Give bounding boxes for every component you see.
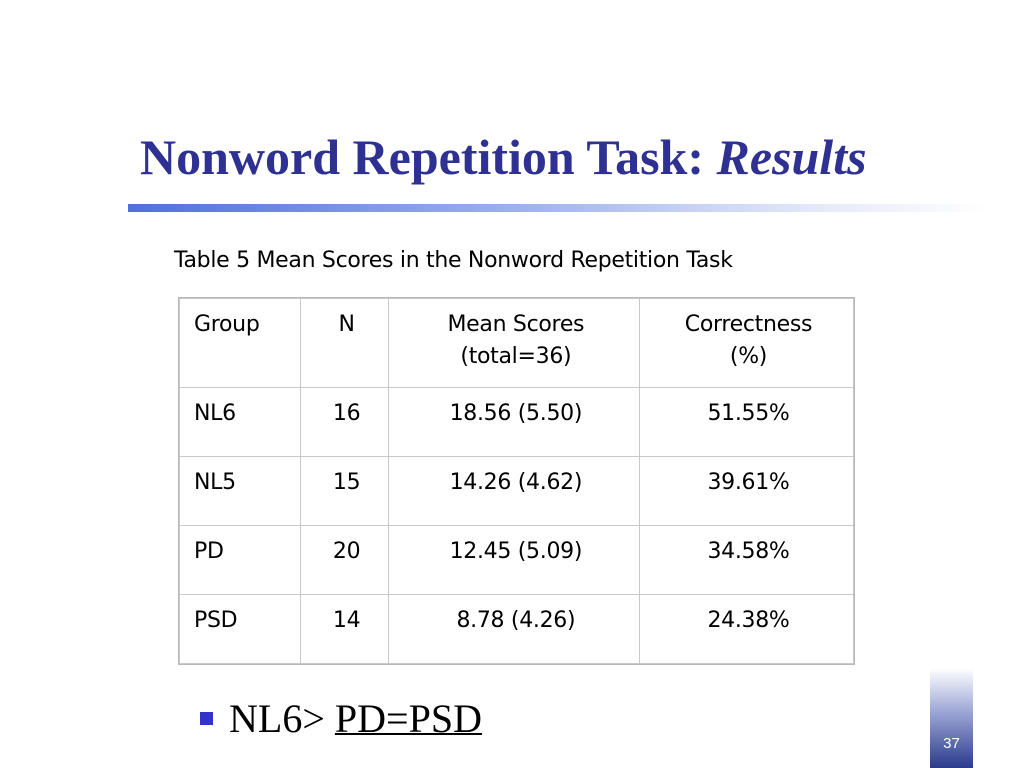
bullet-prefix: NL6> (229, 696, 335, 741)
cell-correctness: 34.58% (640, 526, 854, 595)
header-n: N (301, 299, 388, 388)
table-row (180, 457, 854, 526)
header-group: Group (180, 299, 301, 388)
bullet-item (200, 695, 482, 742)
header-correctness (640, 299, 854, 388)
bullet-underlined-text: PD=PSD (334, 696, 482, 741)
table-header-row (180, 299, 854, 388)
square-bullet-icon (200, 712, 213, 725)
cell-correctness: 24.38% (640, 595, 854, 664)
cell-n: 14 (301, 595, 388, 664)
cell-correctness: 39.61% (640, 457, 854, 526)
cell-group: NL5 (180, 457, 301, 526)
cell-group: NL6 (180, 388, 301, 457)
header-mean-line1: Mean Scores (447, 312, 585, 337)
page-number: 37 (943, 735, 960, 752)
cell-correctness: 51.55% (640, 388, 854, 457)
header-corr-line1: Correctness (684, 312, 813, 337)
page-number-box (930, 668, 973, 768)
cell-mean: 8.78 (4.26) (388, 595, 639, 664)
slide-title (140, 128, 867, 186)
table-caption: Table 5 Mean Scores in the Nonword Repetition Task (174, 248, 733, 273)
cell-n: 15 (301, 457, 388, 526)
header-corr-line2: (%) (729, 344, 768, 369)
cell-mean: 12.45 (5.09) (388, 526, 639, 595)
table-row (180, 388, 854, 457)
cell-group: PD (180, 526, 301, 595)
table-row (180, 526, 854, 595)
cell-n: 20 (301, 526, 388, 595)
header-mean-line2: (total=36) (460, 344, 572, 369)
table-row (180, 595, 854, 664)
slide-title-emphasis: Results (716, 129, 867, 185)
title-divider (128, 204, 988, 212)
results-table (179, 298, 854, 664)
header-mean-scores (388, 299, 639, 388)
cell-mean: 18.56 (5.50) (388, 388, 639, 457)
cell-n: 16 (301, 388, 388, 457)
slide-title-main: Nonword Repetition Task: (140, 129, 717, 185)
cell-mean: 14.26 (4.62) (388, 457, 639, 526)
cell-group: PSD (180, 595, 301, 664)
